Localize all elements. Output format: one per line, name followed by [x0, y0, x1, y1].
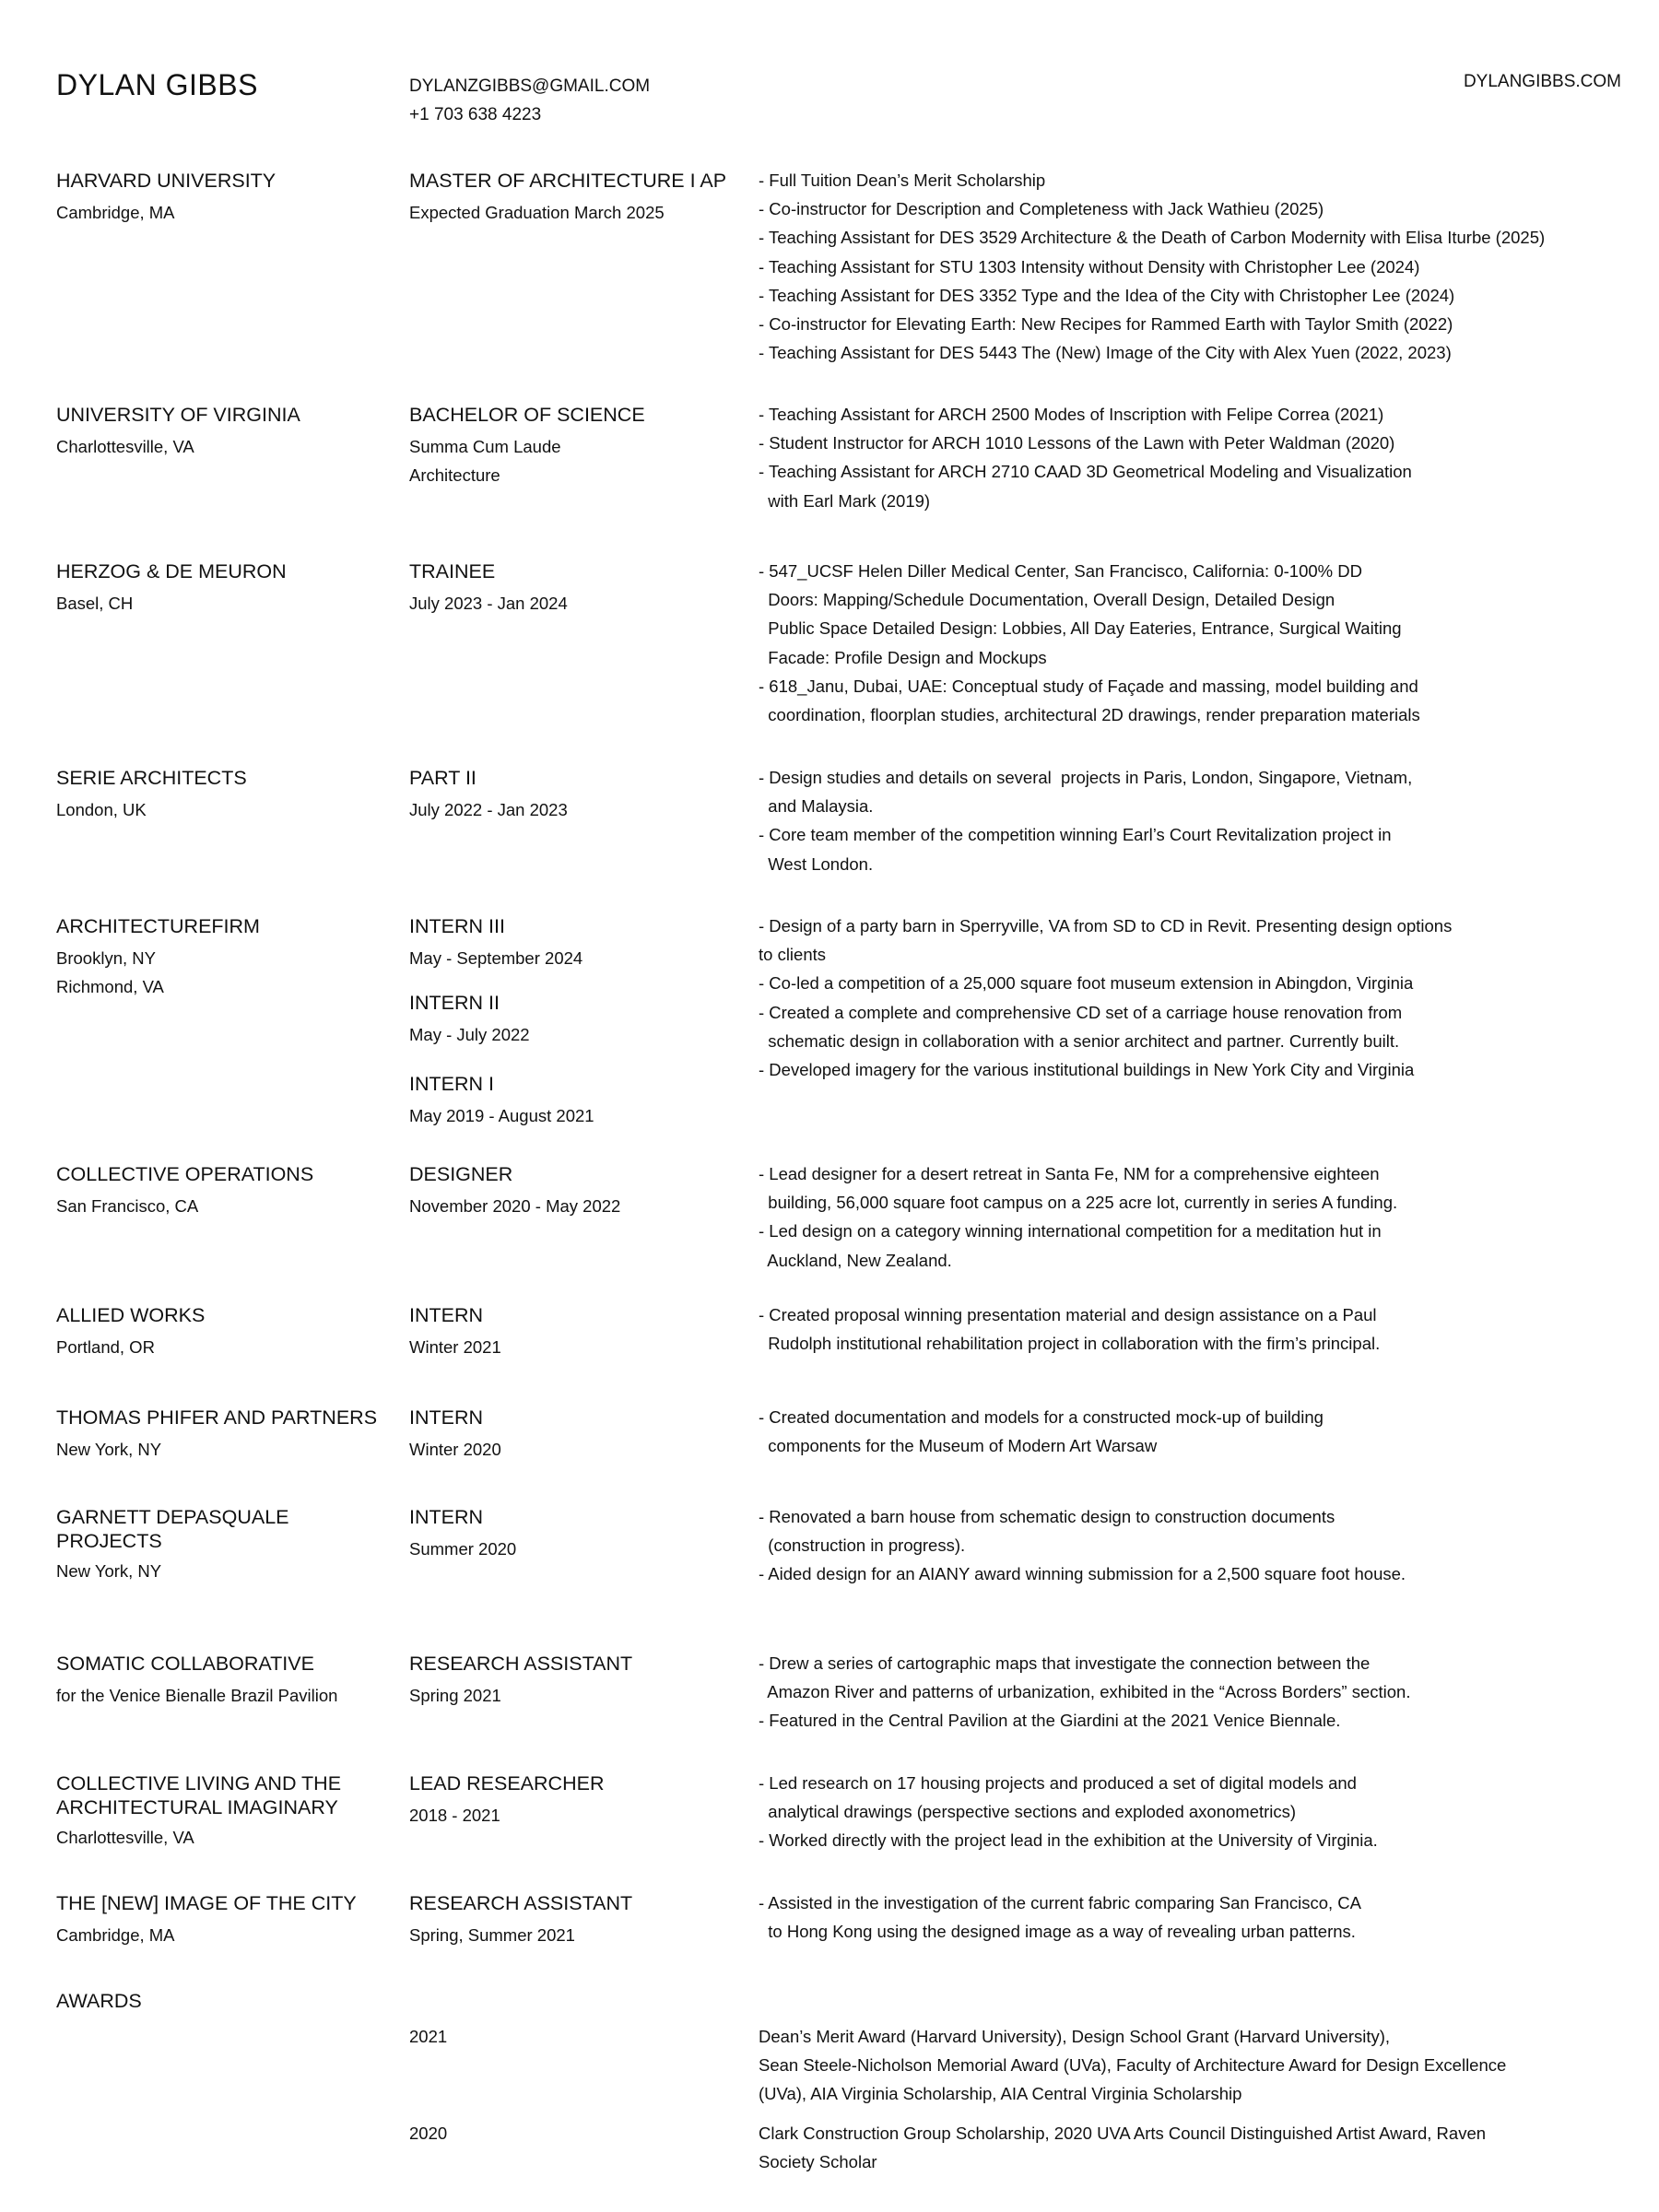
entry-role-sub: Winter 2021	[409, 1337, 501, 1357]
bullet-line: Auckland, New Zealand.	[759, 1250, 952, 1270]
bullet-line: Amazon River and patterns of urbanization, exhibited in the “Across Borders” section.	[759, 1682, 1411, 1702]
award-list	[759, 2022, 1639, 2109]
entry-location: San Francisco, CA	[56, 1196, 199, 1216]
entry-role-sub: Spring, Summer 2021	[409, 1925, 575, 1945]
bullet-line: schematic design in collaboration with a senior architect and partner. Currently built.	[759, 1030, 1400, 1051]
entry-org-line2: PROJECTS	[56, 1530, 162, 1552]
entry-org: HARVARD UNIVERSITY	[56, 170, 276, 192]
entry-role-sub: Summa Cum Laude	[409, 437, 561, 456]
entry-role-sub: Expected Graduation March 2025	[409, 203, 665, 222]
entry-role: INTERN II	[409, 992, 500, 1014]
bullet-line: West London.	[759, 853, 874, 874]
bullet-line: - Teaching Assistant for STU 1303 Intensity without Density with Christopher Lee (2024)	[759, 256, 1420, 276]
entry-location: for the Venice Bienalle Brazil Pavilion	[56, 1686, 338, 1705]
email-address[interactable]: DYLANZGIBBS@GMAIL.COM	[409, 76, 651, 96]
entry-role-sub: Summer 2020	[409, 1539, 517, 1559]
bullet-line: - Aided design for an AIANY award winning submission for a 2,500 square foot house.	[759, 1564, 1406, 1584]
bullet-line: coordination, floorplan studies, architectural 2D drawings, render preparation materials	[759, 705, 1420, 725]
bullet-line: to clients	[759, 945, 827, 965]
entry-role: INTERN	[409, 1304, 484, 1326]
bullet-line: - Created a complete and comprehensive CD set of a carriage house renovation from	[759, 1002, 1403, 1022]
entry-org: THOMAS PHIFER AND PARTNERS	[56, 1406, 378, 1429]
entry-role-sub: July 2023 - Jan 2024	[409, 594, 568, 613]
bullet-line: - Created documentation and models for a constructed mock-up of building	[759, 1407, 1324, 1427]
bullet-line: - Teaching Assistant for ARCH 2710 CAAD 3D Geometrical Modeling and Visualization	[759, 462, 1412, 482]
entry-role-sub: Winter 2020	[409, 1440, 501, 1459]
entry-org: UNIVERSITY OF VIRGINIA	[56, 404, 300, 426]
entry-role: INTERN I	[409, 1073, 494, 1095]
award-line: Dean’s Merit Award (Harvard University), Design School Grant (Harvard University),	[759, 2027, 1391, 2046]
entry-location: Cambridge, MA	[56, 1925, 175, 1945]
bullet-line: building, 56,000 square foot campus on a 225 acre lot, currently in series A funding.	[759, 1193, 1398, 1213]
entry-location: Charlottesville, VA	[56, 1828, 194, 1847]
entry-location: London, UK	[56, 800, 147, 819]
entry-org: ARCHITECTUREFIRM	[56, 915, 260, 937]
entry-org: THE [NEW] IMAGE OF THE CITY	[56, 1892, 357, 1914]
award-line: Society Scholar	[759, 2152, 877, 2172]
entry-org: SOMATIC COLLABORATIVE	[56, 1653, 314, 1675]
bullet-line: Doors: Mapping/Schedule Documentation, Overall Design, Detailed Design	[759, 590, 1335, 610]
entry-role-sub: 2018 - 2021	[409, 1806, 500, 1825]
bullet-line: - Renovated a barn house from schematic design to construction documents	[759, 1507, 1335, 1526]
entry-location: New York, NY	[56, 1561, 162, 1581]
bullet-line: - Teaching Assistant for ARCH 2500 Modes of Inscription with Felipe Correa (2021)	[759, 405, 1384, 424]
bullet-line: - Teaching Assistant for DES 3529 Architecture & the Death of Carbon Modernity with Elisa Iturbe (2025)	[759, 228, 1546, 248]
entry-bullets	[759, 1502, 1639, 1589]
entry-role-sub2: Architecture	[409, 465, 500, 485]
bullet-line: - Led research on 17 housing projects and produced a set of digital models and	[759, 1773, 1357, 1793]
bullet-line: analytical drawings (perspective sections and exploded axonometrics)	[759, 1802, 1297, 1822]
entry-bullets	[759, 400, 1639, 515]
award-year: 2020	[409, 2124, 448, 2143]
entry-role: RESEARCH ASSISTANT	[409, 1892, 633, 1914]
bullet-line: - Teaching Assistant for DES 5443 The (New) Image of the City with Alex Yuen (2022, 2023)	[759, 343, 1452, 363]
entry-bullets	[759, 166, 1639, 367]
entry-role-dates: May - July 2022	[409, 1025, 530, 1044]
bullet-line: Public Space Detailed Design: Lobbies, All Day Eateries, Entrance, Surgical Waiting	[759, 618, 1402, 639]
phone-number: +1 703 638 4223	[409, 105, 542, 124]
bullet-line: and Malaysia.	[759, 796, 874, 817]
award-line: (UVa), AIA Virginia Scholarship, AIA Central Virginia Scholarship	[759, 2084, 1242, 2104]
entry-location: Charlottesville, VA	[56, 437, 194, 456]
bullet-line: - Featured in the Central Pavilion at the Giardini at the 2021 Venice Biennale.	[759, 1711, 1341, 1731]
bullet-line: - 547_UCSF Helen Diller Medical Center, San Francisco, California: 0-100% DD	[759, 561, 1362, 581]
bullet-line: components for the Museum of Modern Art Warsaw	[759, 1436, 1158, 1456]
entry-role: RESEARCH ASSISTANT	[409, 1653, 633, 1675]
entry-location: Cambridge, MA	[56, 203, 175, 222]
entry-location: Brooklyn, NY	[56, 948, 156, 968]
bullet-line: - Student Instructor for ARCH 1010 Lessons of the Lawn with Peter Waldman (2020)	[759, 433, 1395, 453]
award-line: Clark Construction Group Scholarship, 2020 UVA Arts Council Distinguished Artist Award, Raven	[759, 2124, 1487, 2143]
bullet-line: - Created proposal winning presentation material and design assistance on a Paul	[759, 1305, 1377, 1324]
entry-org: COLLECTIVE OPERATIONS	[56, 1163, 314, 1185]
entry-role: LEAD RESEARCHER	[409, 1772, 605, 1794]
bullet-line: Facade: Profile Design and Mockups	[759, 647, 1047, 667]
entry-org-line2: ARCHITECTURAL IMAGINARY	[56, 1796, 338, 1818]
entry-bullets	[759, 763, 1639, 878]
entry-role: MASTER OF ARCHITECTURE I AP	[409, 170, 727, 192]
entry-bullets	[759, 1769, 1639, 1855]
bullet-line: - Lead designer for a desert retreat in Santa Fe, NM for a comprehensive eighteen	[759, 1164, 1380, 1183]
entry-location: Basel, CH	[56, 594, 134, 613]
entry-location: Portland, OR	[56, 1337, 155, 1357]
bullet-line: - Led design on a category winning international competition for a meditation hut in	[759, 1221, 1382, 1241]
entry-role-sub: July 2022 - Jan 2023	[409, 800, 568, 819]
entry-bullets	[759, 1649, 1639, 1735]
bullet-line: - Full Tuition Dean’s Merit Scholarship	[759, 171, 1046, 190]
entry-role: DESIGNER	[409, 1163, 513, 1185]
entry-bullets	[759, 1300, 1639, 1358]
bullet-line: - Core team member of the competition winning Earl’s Court Revitalization project in	[759, 825, 1392, 845]
bullet-line: - Developed imagery for the various institutional buildings in New York City and Virginia	[759, 1060, 1415, 1080]
bullet-line: with Earl Mark (2019)	[759, 490, 931, 511]
entry-role-sub: November 2020 - May 2022	[409, 1196, 621, 1216]
entry-role: TRAINEE	[409, 560, 496, 582]
bullet-line: - Co-instructor for Description and Completeness with Jack Wathieu (2025)	[759, 199, 1324, 219]
bullet-line: - Design of a party barn in Sperryville, VA from SD to CD in Revit. Presenting design options	[759, 916, 1453, 935]
bullet-line: to Hong Kong using the designed image as a way of revealing urban patterns.	[759, 1922, 1356, 1942]
entry-role-dates: May - September 2024	[409, 948, 583, 968]
award-list	[759, 2119, 1639, 2176]
entry-role: INTERN III	[409, 915, 505, 937]
bullet-line: Rudolph institutional rehabilitation project in collaboration with the firm’s principal.	[759, 1334, 1381, 1354]
bullet-line: - Drew a series of cartographic maps that investigate the connection between the	[759, 1653, 1371, 1673]
entry-org: ALLIED WORKS	[56, 1304, 206, 1326]
entry-bullets	[759, 1403, 1639, 1460]
entry-location: New York, NY	[56, 1440, 162, 1459]
entry-role: INTERN	[409, 1506, 484, 1528]
bullet-line: - Assisted in the investigation of the current fabric comparing San Francisco, CA	[759, 1893, 1361, 1912]
entry-org: HERZOG & DE MEURON	[56, 560, 287, 582]
entry-role: BACHELOR OF SCIENCE	[409, 404, 645, 426]
bullet-line: - 618_Janu, Dubai, UAE: Conceptual study of Façade and massing, model building and	[759, 676, 1418, 696]
bullet-line: - Teaching Assistant for DES 3352 Type and the Idea of the City with Christopher Lee (2024)	[759, 285, 1455, 305]
entry-bullets	[759, 1159, 1639, 1275]
entry-org: SERIE ARCHITECTS	[56, 767, 247, 789]
awards-heading: AWARDS	[56, 1990, 142, 2012]
entry-bullets	[759, 1888, 1639, 1946]
bullet-line: - Worked directly with the project lead in the exhibition at the University of Virginia.	[759, 1830, 1378, 1851]
entry-bullets	[759, 557, 1639, 729]
entry-role-dates: May 2019 - August 2021	[409, 1106, 594, 1125]
bullet-line: - Design studies and details on several projects in Paris, London, Singapore, Vietnam,	[759, 768, 1413, 787]
bullet-line: - Co-instructor for Elevating Earth: New Recipes for Rammed Earth with Taylor Smith (2022)	[759, 314, 1453, 335]
entry-location2: Richmond, VA	[56, 977, 164, 996]
entry-bullets	[759, 912, 1639, 1084]
bullet-line: - Co-led a competition of a 25,000 square foot museum extension in Abingdon, Virginia	[759, 973, 1414, 994]
award-year: 2021	[409, 2027, 448, 2046]
contact-block	[409, 72, 650, 129]
entry-org: COLLECTIVE LIVING AND THE	[56, 1772, 342, 1794]
entry-role-sub: Spring 2021	[409, 1686, 501, 1705]
bullet-line: (construction in progress).	[759, 1535, 966, 1556]
entry-org: GARNETT DEPASQUALE	[56, 1506, 289, 1528]
entry-role: PART II	[409, 767, 477, 789]
award-line: Sean Steele-Nicholson Memorial Award (UVa), Faculty of Architecture Award for Design Excellence	[759, 2055, 1507, 2076]
entry-role: INTERN	[409, 1406, 484, 1429]
website-link[interactable]: DYLANGIBBS.COM	[1463, 72, 1621, 91]
resume-name: DYLAN GIBBS	[56, 68, 258, 101]
